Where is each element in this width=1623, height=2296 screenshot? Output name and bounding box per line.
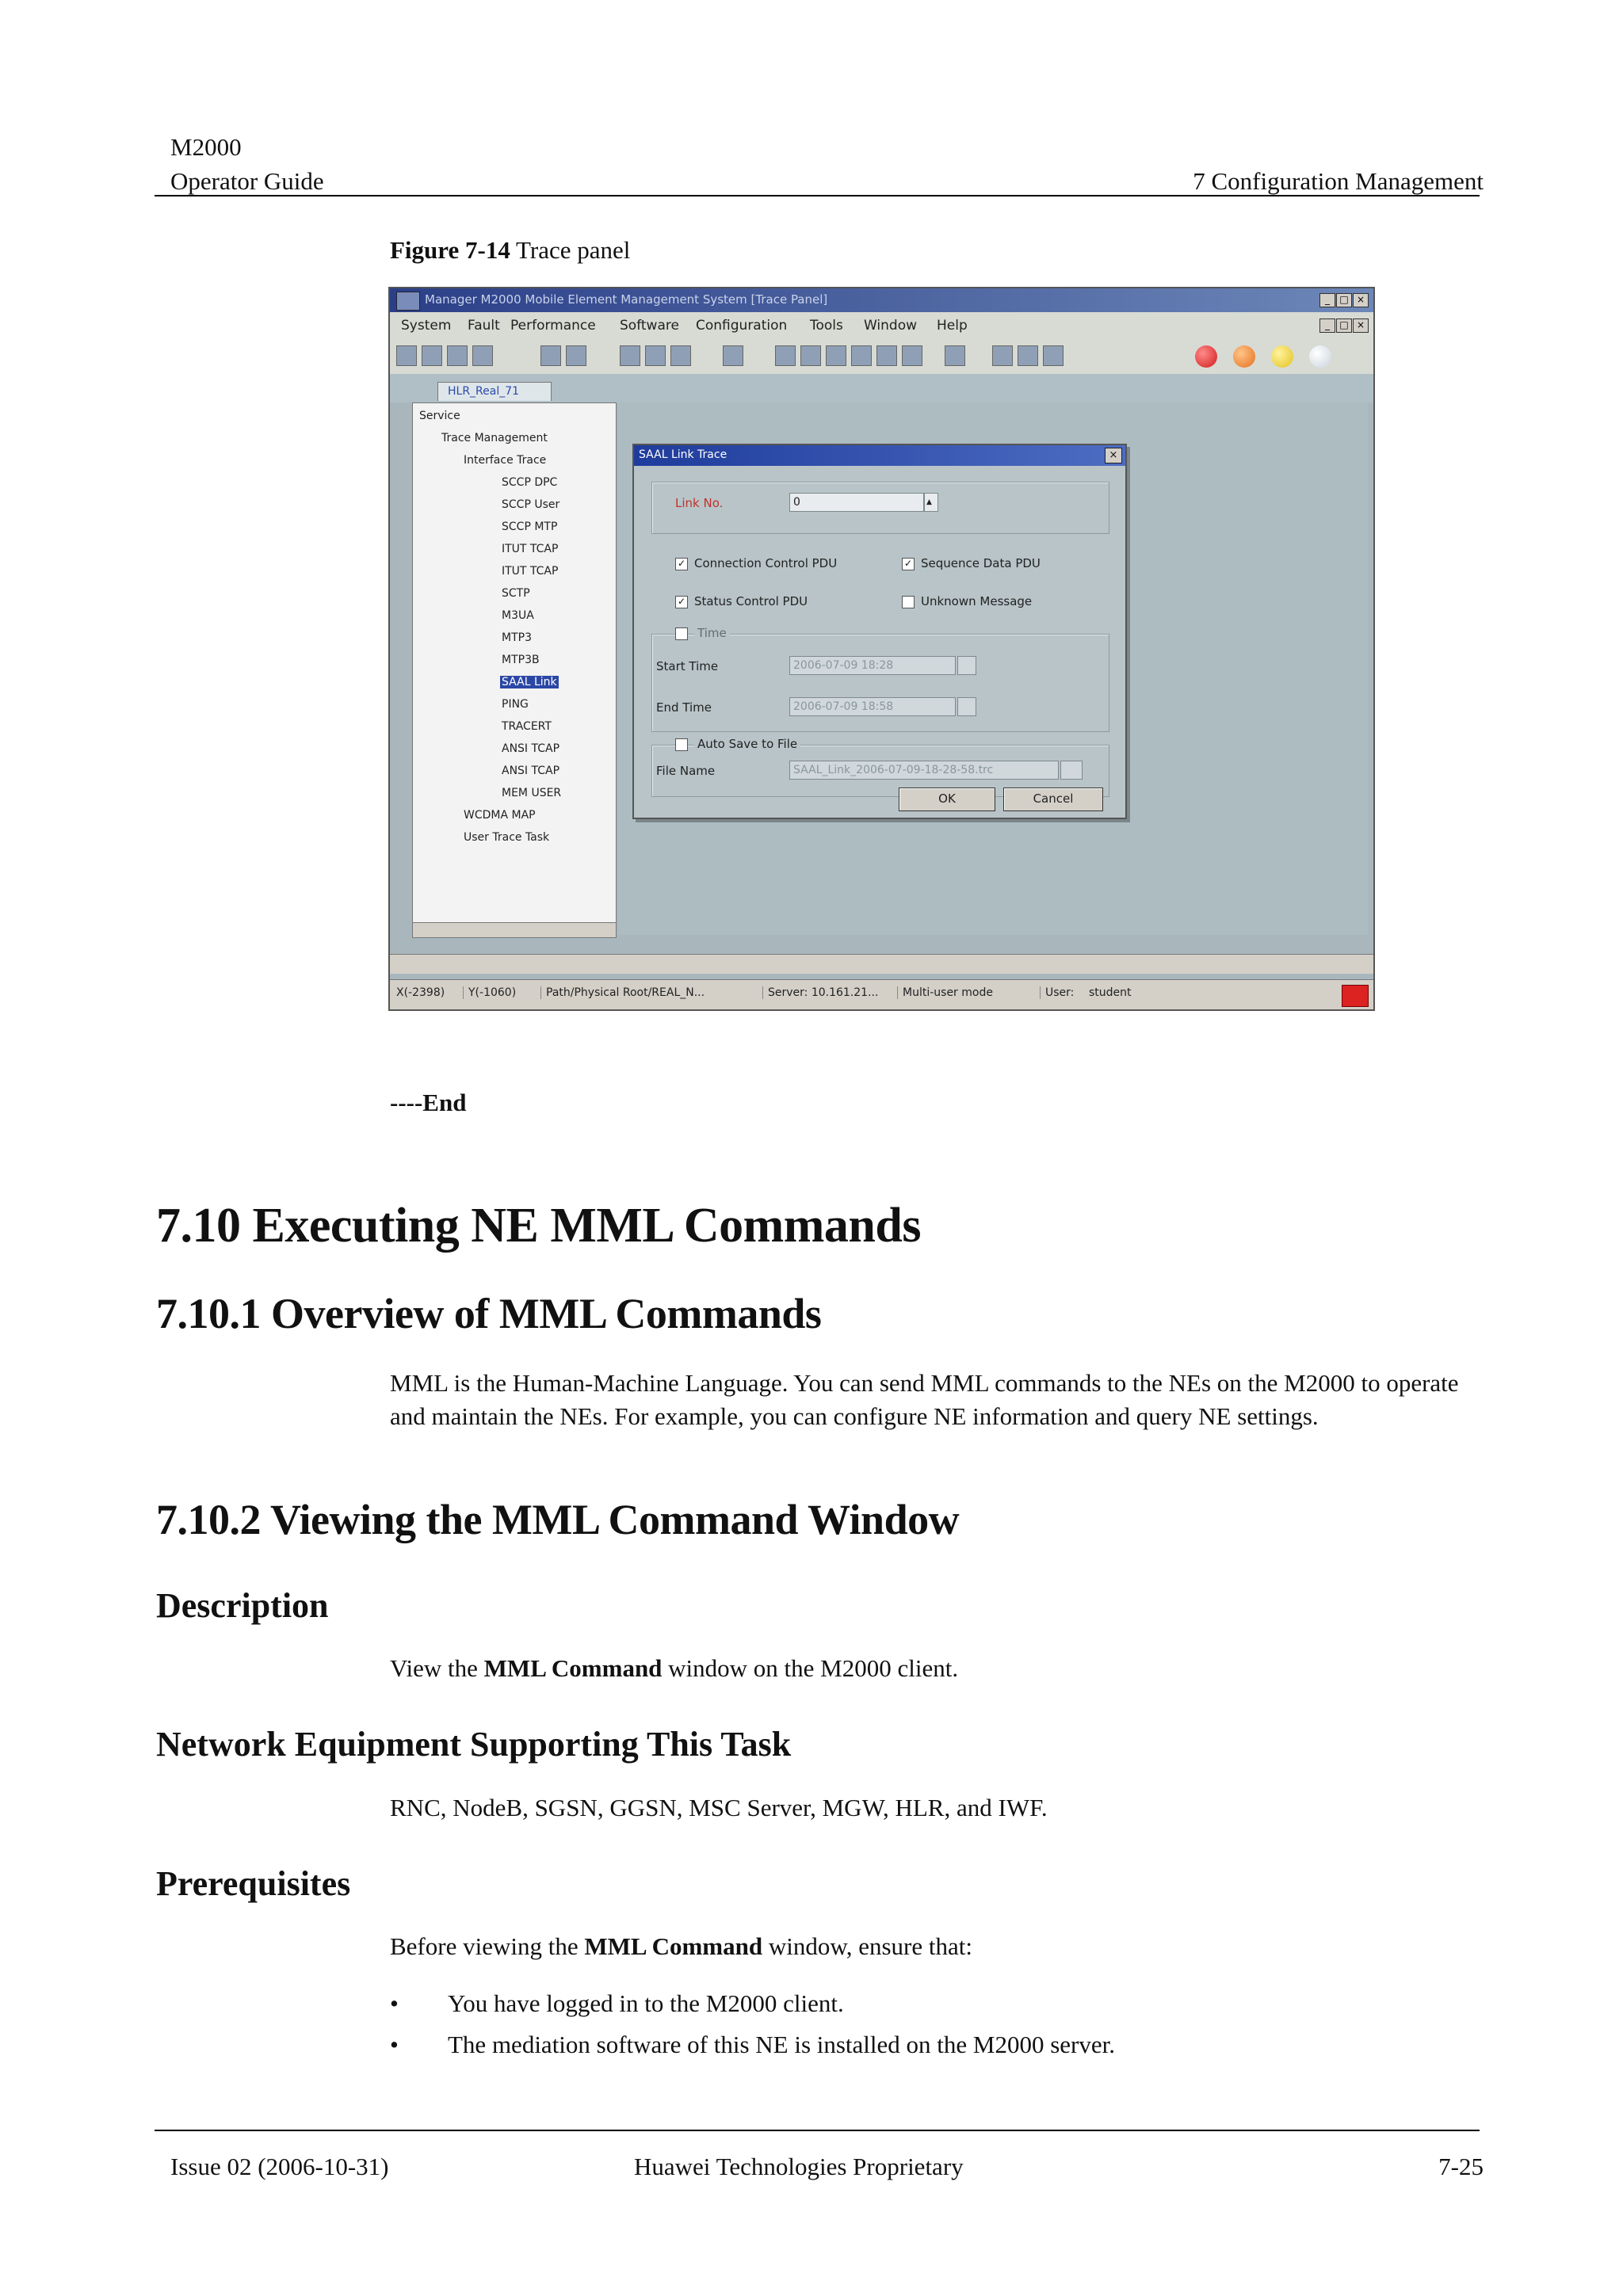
minor-alarm-icon[interactable]: [1271, 345, 1293, 368]
tree-scrollbar[interactable]: [412, 922, 617, 938]
app-icon: [396, 292, 420, 311]
end-time-label: End Time: [656, 700, 712, 715]
connection-control-checkbox[interactable]: ✓: [675, 558, 688, 570]
tree-item[interactable]: ITUT TCAP: [502, 543, 559, 555]
status-user-label: User:: [1040, 986, 1074, 999]
bullet-text: The mediation software of this NE is installed on the M2000 server.: [448, 2031, 1115, 2058]
tree-item[interactable]: ANSI TCAP: [502, 742, 560, 755]
figure-title: Trace panel: [516, 236, 631, 264]
start-time-label: Start Time: [656, 659, 719, 673]
menu-bar: [390, 312, 1373, 339]
tree-item[interactable]: Trace Management: [441, 432, 548, 444]
warning-alarm-icon[interactable]: [1309, 345, 1331, 368]
link-no-label: Link No.: [675, 496, 724, 510]
trace-panel-screenshot: [388, 287, 1375, 1011]
print-icon[interactable]: [447, 345, 468, 366]
child-close-icon[interactable]: ×: [1353, 318, 1369, 333]
tree-item[interactable]: M3UA: [502, 609, 534, 622]
cancel-button[interactable]: Cancel: [1003, 788, 1103, 811]
maximize-icon[interactable]: □: [1336, 293, 1352, 307]
footer-rule: [155, 2130, 1480, 2131]
monitor-icon[interactable]: [472, 345, 493, 366]
report-icon[interactable]: [670, 345, 691, 366]
menu-software[interactable]: Software: [620, 318, 679, 334]
dialog-close-icon[interactable]: ×: [1105, 448, 1122, 463]
config-icon[interactable]: [775, 345, 796, 366]
tree-item[interactable]: SCCP DPC: [502, 476, 558, 489]
status-control-checkbox[interactable]: ✓: [675, 596, 688, 608]
toolbar: [390, 339, 1373, 375]
menu-performance[interactable]: Performance: [510, 318, 596, 334]
sync-icon[interactable]: [876, 345, 897, 366]
mml-icon[interactable]: [992, 345, 1013, 366]
link-icon[interactable]: [422, 345, 442, 366]
footer-proprietary: Huawei Technologies Proprietary: [634, 2153, 964, 2180]
ne-heading: Network Equipment Supporting This Task: [156, 1725, 792, 1764]
link-no-field[interactable]: 0: [789, 493, 924, 512]
saal-link-trace-dialog: [632, 444, 1127, 819]
navigation-tree: [412, 402, 617, 936]
ne-paragraph: RNC, NodeB, SGSN, GGSN, MSC Server, MGW, HLR, and IWF.: [390, 1794, 1048, 1821]
tree-item[interactable]: SCTP: [502, 587, 530, 600]
prereq-text-pre: Before viewing the: [390, 1932, 585, 1960]
header-doc-title: Operator Guide: [170, 167, 324, 195]
dialog-title: SAAL Link Trace: [639, 448, 727, 461]
vendor-logo-icon: [1342, 985, 1369, 1007]
start-time-field[interactable]: 2006-07-09 18:28: [789, 656, 956, 675]
bullet-marker: •: [390, 1989, 399, 2017]
sequence-data-checkbox[interactable]: ✓: [902, 558, 915, 570]
trace-icon[interactable]: [902, 345, 922, 366]
software-icon[interactable]: [723, 345, 743, 366]
file-name-field[interactable]: SAAL_Link_2006-07-09-18-28-58.trc: [789, 761, 1059, 780]
tree-item[interactable]: ANSI TCAP: [502, 765, 560, 777]
unknown-message-checkbox[interactable]: [902, 596, 915, 608]
status-bar: [390, 979, 1373, 1010]
window-title: Manager M2000 Mobile Element Management System [Trace Panel]: [425, 292, 828, 307]
status-y: Y(-1060): [463, 986, 516, 999]
prerequisites-heading: Prerequisites: [156, 1864, 351, 1903]
section-heading-7-10: 7.10 Executing NE MML Commands: [156, 1199, 921, 1253]
footer-page-number: 7-25: [1438, 2153, 1484, 2180]
header-product: M2000: [170, 133, 242, 161]
figure-caption: [390, 236, 630, 265]
menu-tools[interactable]: Tools: [810, 318, 843, 334]
alarm-filter-icon[interactable]: [566, 345, 586, 366]
auto-save-label: Auto Save to File: [694, 737, 800, 751]
device-panel-icon[interactable]: [1018, 345, 1038, 366]
window-titlebar: [390, 288, 1373, 312]
prereq-text-post: window, ensure that:: [762, 1932, 972, 1960]
prereq-text-bold: MML Command: [584, 1932, 763, 1960]
description-text-pre: View the: [390, 1654, 484, 1682]
section-heading-7-10-1: 7.10.1 Overview of MML Commands: [156, 1290, 822, 1337]
tree-item[interactable]: MEM USER: [502, 787, 562, 799]
menu-fault[interactable]: Fault: [468, 318, 500, 334]
tree-item[interactable]: MTP3B: [502, 654, 540, 666]
menu-window[interactable]: Window: [864, 318, 918, 334]
link-no-spinner-icon[interactable]: ▲: [924, 493, 938, 512]
connection-control-label: Connection Control PDU: [694, 556, 838, 570]
child-restore-icon[interactable]: □: [1336, 318, 1352, 333]
critical-alarm-icon[interactable]: [1195, 345, 1217, 368]
status-server: Server: 10.161.21...: [762, 986, 878, 999]
database-icon[interactable]: [800, 345, 821, 366]
close-icon[interactable]: ×: [1353, 293, 1369, 307]
status-user: student: [1089, 986, 1132, 999]
tree-item[interactable]: TRACERT: [502, 720, 552, 733]
alarm-browse-icon[interactable]: [540, 345, 561, 366]
tree-item-selected[interactable]: SAAL Link: [502, 676, 557, 688]
child-minimize-icon[interactable]: _: [1319, 318, 1335, 333]
bullet-marker: •: [390, 2031, 399, 2058]
tree-item[interactable]: WCDMA MAP: [464, 809, 536, 822]
tree-item[interactable]: ITUT TCAP: [502, 565, 559, 578]
header-rule: [155, 195, 1480, 196]
tree-item[interactable]: Interface Trace: [464, 454, 547, 467]
tree-item[interactable]: Service: [419, 410, 460, 422]
minimize-icon[interactable]: _: [1319, 293, 1335, 307]
topology-icon[interactable]: [396, 345, 417, 366]
window-tile-icon[interactable]: [945, 345, 965, 366]
description-heading: Description: [156, 1586, 329, 1625]
end-time-picker-icon[interactable]: [957, 697, 976, 716]
time-label: Time: [694, 626, 730, 640]
menu-configuration[interactable]: Configuration: [696, 318, 788, 334]
file-name-label: File Name: [656, 764, 716, 778]
header-chapter: 7 Configuration Management: [1193, 167, 1484, 195]
description-text-post: window on the M2000 client.: [662, 1654, 959, 1682]
sequence-data-label: Sequence Data PDU: [921, 556, 1041, 570]
tree-item[interactable]: SCCP MTP: [502, 521, 558, 533]
end-time-field[interactable]: 2006-07-09 18:58: [789, 697, 956, 716]
tab-row: [390, 374, 1373, 402]
status-control-label: Status Control PDU: [694, 594, 808, 608]
procedure-end-mark: ----End: [390, 1089, 467, 1116]
tab-hlr-real[interactable]: HLR_Real_71: [437, 382, 552, 401]
ok-button[interactable]: OK: [899, 788, 995, 811]
menu-system[interactable]: System: [401, 318, 452, 334]
start-time-picker-icon[interactable]: [957, 656, 976, 675]
unknown-message-label: Unknown Message: [921, 594, 1033, 608]
status-path: Path/Physical Root/REAL_N...: [540, 986, 705, 999]
tree-item[interactable]: MTP3: [502, 631, 532, 644]
major-alarm-icon[interactable]: [1233, 345, 1255, 368]
prerequisites-paragraph: [390, 1930, 1484, 1963]
description-paragraph: [390, 1652, 1484, 1685]
figure-number: Figure 7-14: [390, 236, 510, 264]
auto-save-checkbox[interactable]: [675, 738, 688, 751]
counter-icon[interactable]: [645, 345, 666, 366]
workspace-scrollbar[interactable]: [390, 954, 1373, 974]
export-icon[interactable]: [826, 345, 846, 366]
dialog-titlebar: [634, 445, 1125, 466]
overview-paragraph: MML is the Human-Machine Language. You can send MML commands to the NEs on the M2000 to operate and maintain the NEs. For example, you can configure NE information and query NE settings.: [390, 1369, 1459, 1430]
running-header-left: [170, 130, 324, 198]
tree-item[interactable]: SCCP User: [502, 498, 560, 511]
status-mode: Multi-user mode: [897, 986, 993, 999]
menu-help[interactable]: Help: [937, 318, 968, 334]
description-text-bold: MML Command: [483, 1654, 663, 1682]
section-heading-7-10-2: 7.10.2 Viewing the MML Command Window: [156, 1496, 960, 1543]
log-icon[interactable]: [1043, 345, 1064, 366]
time-group: [651, 634, 1109, 732]
time-checkbox[interactable]: [675, 627, 688, 640]
tree-item[interactable]: User Trace Task: [464, 831, 550, 844]
bullet-text: You have logged in to the M2000 client.: [448, 1989, 844, 2017]
status-x: X(-2398): [396, 986, 445, 999]
browse-file-icon[interactable]: [1060, 761, 1083, 780]
tree-item[interactable]: PING: [502, 698, 529, 711]
performance-icon[interactable]: [620, 345, 640, 366]
import-icon[interactable]: [851, 345, 872, 366]
footer-issue: Issue 02 (2006-10-31): [170, 2153, 389, 2180]
